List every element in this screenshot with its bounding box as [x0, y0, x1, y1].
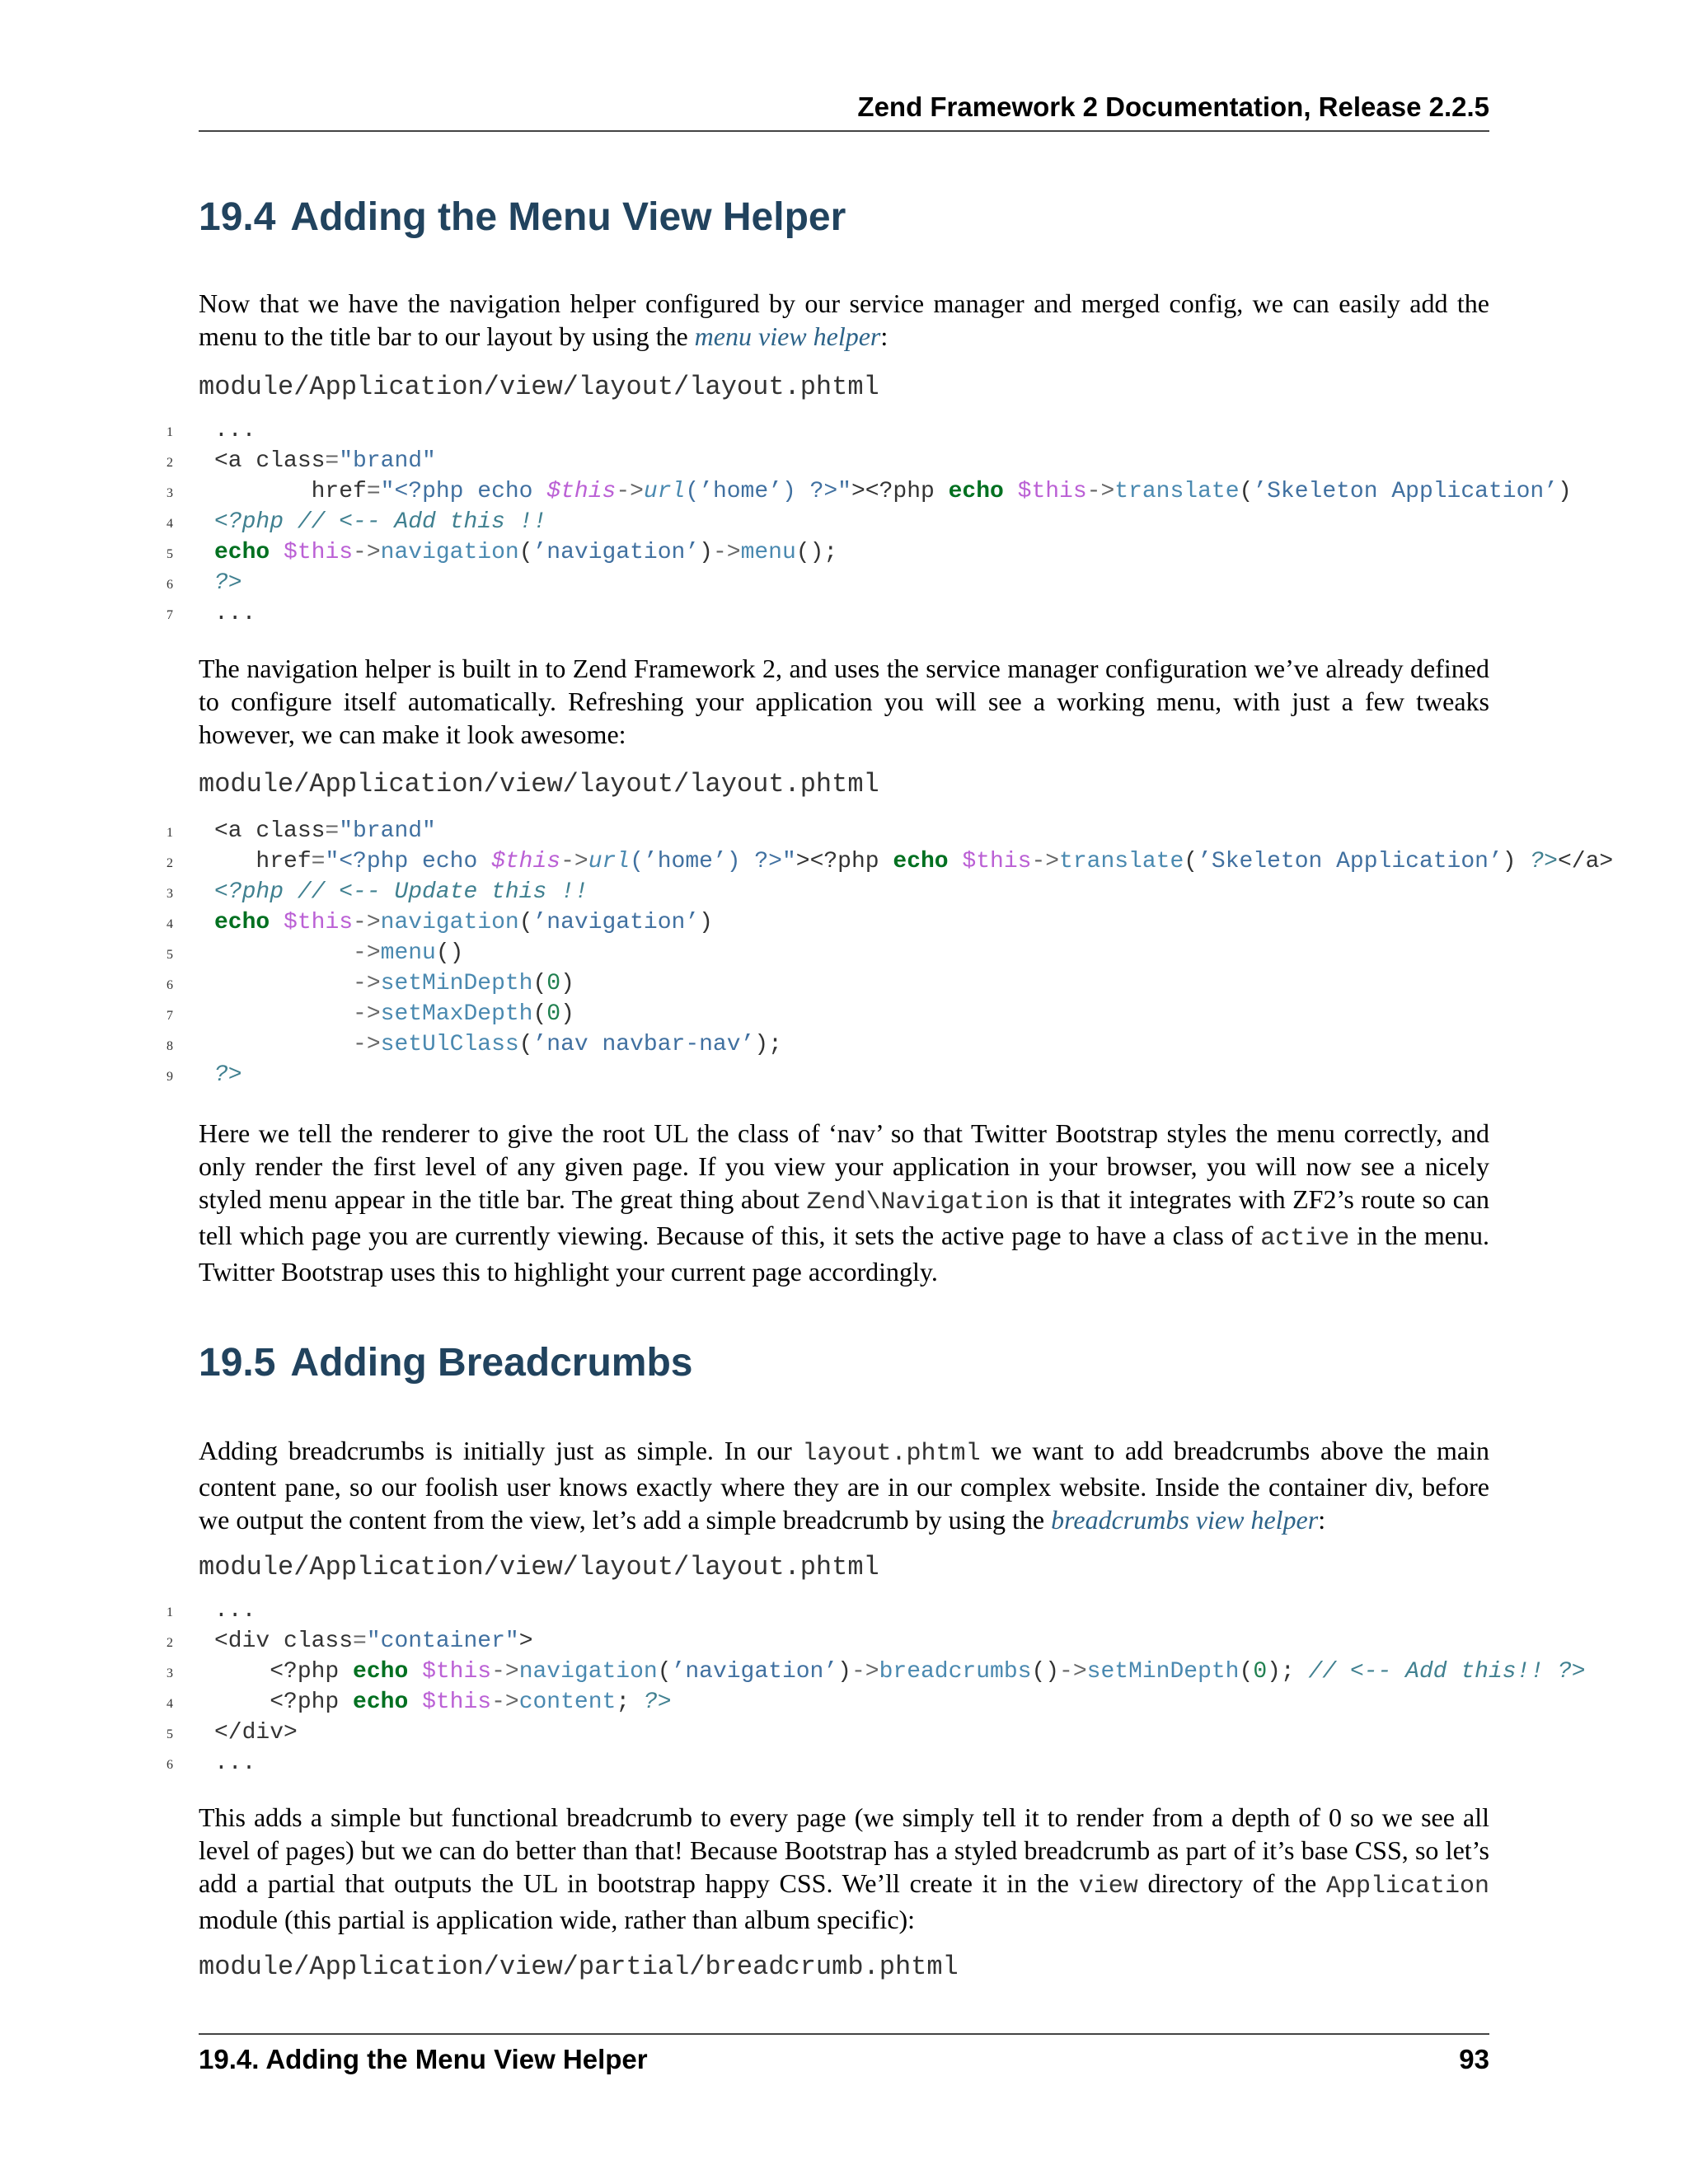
code-line	[148, 1626, 1688, 1657]
paragraph-text: Here we tell the renderer to give the root UL the class of ‘nav’ so that Twitter Bootstrap styles the menu correctly, and only render the first level of any given page. If you view your application in your browser, you will now see a nicely styled menu appear in the title bar. The great thing about	[199, 1118, 1489, 1214]
code-token: <?php	[214, 1690, 354, 1715]
code-token: ’navigation’	[532, 540, 700, 565]
code-token: <?php // <-- Update this !!	[214, 879, 588, 905]
code-token: $this	[422, 1659, 492, 1685]
paragraph-text: directory of the	[1137, 1868, 1326, 1898]
code-token: ->	[353, 971, 381, 996]
paragraph-renderer-explanation	[199, 1117, 1489, 1288]
code-token: $this	[1017, 479, 1087, 504]
code-token: "brand"	[339, 448, 436, 474]
line-number: 2	[166, 1636, 173, 1650]
breadcrumbs-view-helper-link[interactable]: breadcrumbs view helper	[1051, 1505, 1319, 1535]
line-number: 2	[166, 456, 173, 470]
code-token: ’Skeleton Application’	[1253, 479, 1558, 504]
code-token: 0	[546, 971, 561, 996]
code-token: )	[560, 1001, 574, 1027]
code-token: ();	[795, 540, 838, 565]
code-caption: module/Application/view/layout/layout.phtml	[199, 372, 879, 402]
code-token: ()	[1031, 1659, 1060, 1685]
paragraph-text: This adds a simple but functional breadcrumb to every page (we simply tell it to render from a depth of 0 so we see all level of pages) but we can do better than that! Because Bootstrap has a styled breadcrumb as part of it’s base CSS, so let’s add a partial that outputs the UL in bootstrap happy CSS. We’ll create it in the	[199, 1802, 1489, 1898]
code-token: (	[532, 1001, 547, 1027]
code-token: >	[518, 1629, 533, 1654]
code-token: ...	[214, 601, 256, 626]
code-token: "<?php echo	[380, 479, 547, 504]
code-token	[214, 940, 353, 966]
code-token: setMinDepth	[380, 971, 533, 996]
code-token: =	[325, 818, 340, 844]
line-number: 4	[166, 917, 173, 931]
code-token: ->	[712, 540, 741, 565]
line-number: 5	[166, 948, 173, 962]
footer-section-title: 19.4. Adding the Menu View Helper	[199, 2044, 648, 2074]
line-number: 3	[166, 1666, 173, 1680]
code-token: <div class	[214, 1629, 354, 1654]
code-token: echo	[214, 540, 270, 565]
code-token: "brand"	[339, 818, 436, 844]
code-token: href	[214, 849, 312, 874]
code-token: ->	[353, 940, 381, 966]
code-token: ->	[560, 849, 588, 874]
section-heading-19-4	[199, 194, 846, 241]
code-token: ’nav navbar-nav’	[532, 1032, 755, 1057]
code-token: url	[643, 479, 686, 504]
code-token: ><?php	[851, 479, 949, 504]
code-token: <a class	[214, 818, 326, 844]
code-line	[148, 415, 1688, 446]
code-token	[408, 1659, 422, 1685]
code-token	[949, 849, 963, 874]
code-token: ->	[1059, 1659, 1087, 1685]
code-token: 0	[546, 1001, 561, 1027]
code-token: echo	[214, 910, 270, 935]
running-header: Zend Framework 2 Documentation, Release 2.2.5	[199, 91, 1489, 132]
code-text	[214, 415, 256, 446]
section-heading-19-5	[199, 1340, 692, 1386]
code-token	[214, 1032, 353, 1057]
code-token: setMaxDepth	[380, 1001, 533, 1027]
code-token: =	[311, 849, 326, 874]
code-token: (	[1184, 849, 1198, 874]
paragraph-text: is that it integrates with ZF2’s route so can tell which page you are currently viewing. Because of this, it sets the active page to have a class of	[199, 1184, 1489, 1250]
code-text	[214, 1748, 256, 1779]
code-token: (	[1239, 479, 1254, 504]
code-token: 0	[1253, 1659, 1268, 1685]
code-token: (	[532, 971, 547, 996]
code-token: ’navigation’	[532, 910, 700, 935]
line-number: 5	[166, 1727, 173, 1741]
line-number: 3	[166, 486, 173, 500]
line-number: 6	[166, 1758, 173, 1772]
code-text	[214, 1596, 256, 1626]
code-token: "<?php echo	[325, 849, 492, 874]
code-text	[214, 568, 242, 598]
code-token: =	[325, 448, 340, 474]
section-number: 19.4	[199, 195, 276, 239]
code-text	[214, 1029, 782, 1060]
code-token: ?>	[643, 1690, 672, 1715]
code-text	[214, 537, 837, 568]
code-line	[148, 877, 1688, 907]
code-token: ...	[214, 418, 256, 443]
code-line	[148, 999, 1688, 1029]
code-text	[214, 1687, 672, 1718]
code-token: echo	[353, 1659, 409, 1685]
code-line	[148, 537, 1688, 568]
code-token: ->	[491, 1690, 519, 1715]
line-number: 3	[166, 887, 173, 901]
code-token: ;	[616, 1690, 644, 1715]
paragraph-text: module (this partial is application wide, rather than album specific):	[199, 1905, 916, 1934]
line-number: 1	[166, 1605, 173, 1619]
section-number: 19.5	[199, 1341, 276, 1385]
menu-view-helper-link[interactable]: menu view helper	[694, 321, 881, 351]
code-token: ->	[353, 910, 381, 935]
code-token: =	[366, 479, 381, 504]
paragraph-text: :	[1318, 1505, 1326, 1535]
code-token: $this	[284, 910, 354, 935]
line-number: 6	[166, 578, 173, 592]
code-token: <?php	[214, 1659, 354, 1685]
code-line	[148, 568, 1688, 598]
code-token: $this	[491, 849, 561, 874]
paragraph-breadcrumbs-intro	[199, 1434, 1489, 1536]
code-token: menu	[740, 540, 796, 565]
code-line	[148, 1687, 1688, 1718]
code-token: breadcrumbs	[879, 1659, 1032, 1685]
inline-code: Application	[1325, 1872, 1490, 1900]
inline-code: layout.phtml	[802, 1440, 981, 1468]
code-token: );	[1267, 1659, 1309, 1685]
section-title: Adding Breadcrumbs	[290, 1341, 693, 1385]
code-token: )	[560, 971, 574, 996]
code-token: "container"	[366, 1629, 519, 1654]
code-text	[214, 968, 574, 999]
line-number: 1	[166, 425, 173, 439]
line-number: 6	[166, 978, 173, 992]
code-token: navigation	[380, 540, 519, 565]
code-token: setUlClass	[380, 1032, 519, 1057]
code-token: $this	[284, 540, 354, 565]
line-number: 4	[166, 517, 173, 531]
code-token	[1004, 479, 1018, 504]
code-token: setMinDepth	[1086, 1659, 1240, 1685]
code-token: (’home’) ?>"	[685, 479, 851, 504]
code-token: (’home’) ?>"	[630, 849, 796, 874]
code-token: )	[1557, 479, 1572, 504]
paragraph-intro-menu	[199, 287, 1489, 353]
line-number: 4	[166, 1697, 173, 1711]
code-line	[148, 476, 1688, 507]
code-token: )	[699, 540, 713, 565]
code-text	[214, 846, 1613, 877]
line-number: 8	[166, 1039, 173, 1053]
code-token: ><?php	[795, 849, 893, 874]
line-number: 2	[166, 856, 173, 870]
code-token: ->	[616, 479, 644, 504]
code-token: (	[518, 910, 533, 935]
page-footer	[199, 2033, 1489, 2076]
line-number: 7	[166, 1009, 173, 1023]
code-token: </a>	[1557, 849, 1614, 874]
inline-code: Zend\Navigation	[806, 1188, 1029, 1216]
code-line	[148, 846, 1688, 877]
code-token: // <-- Add this!! ?>	[1308, 1659, 1586, 1685]
code-token: echo	[948, 479, 1004, 504]
code-block-breadcrumbs	[148, 1596, 1688, 1779]
code-token: ...	[214, 1750, 256, 1776]
code-token: $this	[546, 479, 617, 504]
code-token: );	[754, 1032, 782, 1057]
code-text	[214, 507, 546, 537]
code-text	[214, 1657, 1586, 1687]
code-token: ->	[353, 1032, 381, 1057]
code-text	[214, 598, 256, 629]
code-token: ’Skeleton Application’	[1198, 849, 1503, 874]
code-line	[148, 1657, 1688, 1687]
page-number: 93	[1459, 2044, 1489, 2074]
code-line	[148, 1718, 1688, 1748]
code-line	[148, 968, 1688, 999]
code-text	[214, 1718, 298, 1748]
code-text	[214, 476, 1572, 507]
code-token	[270, 540, 284, 565]
code-token: navigation	[380, 910, 519, 935]
code-token	[214, 971, 353, 996]
paragraph-text: Now that we have the navigation helper configured by our service manager and merged config, we can easily add the menu to the title bar to our layout by using the	[199, 288, 1489, 351]
code-line	[148, 1596, 1688, 1626]
code-line	[148, 507, 1688, 537]
code-line	[148, 446, 1688, 476]
code-token: url	[588, 849, 631, 874]
code-token: )	[1502, 849, 1531, 874]
code-token: )	[699, 910, 713, 935]
code-token: ?>	[1530, 849, 1558, 874]
code-text	[214, 999, 574, 1029]
code-block-menu-update	[148, 816, 1688, 1090]
code-token: ->	[1031, 849, 1060, 874]
code-token: $this	[422, 1690, 492, 1715]
code-token: (	[657, 1659, 672, 1685]
code-token: (	[518, 1032, 533, 1057]
code-line	[148, 1060, 1688, 1090]
code-token: $this	[962, 849, 1032, 874]
code-token: navigation	[518, 1659, 658, 1685]
code-line	[148, 907, 1688, 938]
paragraph-text: :	[880, 321, 889, 351]
code-line	[148, 816, 1688, 846]
code-token: content	[518, 1690, 617, 1715]
code-token: ...	[214, 1598, 256, 1624]
code-line	[148, 1029, 1688, 1060]
code-line	[148, 1748, 1688, 1779]
code-token: translate	[1059, 849, 1184, 874]
code-token: <?php // <-- Add this !!	[214, 509, 547, 535]
code-token: ->	[353, 1001, 381, 1027]
code-token: ’navigation’	[671, 1659, 838, 1685]
code-caption: module/Application/view/partial/breadcrumb.phtml	[199, 1952, 959, 1982]
paragraph-navigation-helper: The navigation helper is built in to Zend Framework 2, and uses the service manager configuration we’ve already defined to configure itself automatically. Refreshing your application you will see a working menu, with just a few tweaks however, we can make it look awesome:	[199, 654, 1489, 749]
code-token: ->	[491, 1659, 519, 1685]
code-text	[214, 816, 436, 846]
code-text	[214, 877, 588, 907]
code-token: translate	[1114, 479, 1240, 504]
code-line	[148, 598, 1688, 629]
code-token: </div>	[214, 1720, 298, 1746]
inline-code: view	[1078, 1872, 1138, 1900]
code-block-menu-add	[148, 415, 1688, 629]
code-token: ?>	[214, 1062, 242, 1088]
code-token: ->	[851, 1659, 879, 1685]
code-token: ->	[1086, 479, 1115, 504]
code-token: ?>	[214, 570, 242, 596]
line-number: 9	[166, 1070, 173, 1084]
code-caption: module/Application/view/layout/layout.phtml	[199, 1552, 879, 1582]
code-token: echo	[893, 849, 949, 874]
code-token	[214, 1001, 353, 1027]
code-text	[214, 1626, 533, 1657]
code-caption: module/Application/view/layout/layout.phtml	[199, 769, 879, 799]
code-text	[214, 907, 713, 938]
code-token: )	[837, 1659, 851, 1685]
section-title: Adding the Menu View Helper	[290, 195, 846, 239]
code-text	[214, 1060, 242, 1090]
paragraph-breadcrumbs-partial	[199, 1801, 1489, 1936]
line-number: 7	[166, 608, 173, 622]
code-token: ->	[353, 540, 381, 565]
code-token: echo	[353, 1690, 409, 1715]
code-text	[214, 938, 463, 968]
paragraph-text: we want to add breadcrumbs above the main content pane, so our foolish user knows exactly where they are in our complex website. Inside the container div, before we output the content from the view, let’s add a simple breadcrumb by using the	[199, 1436, 1490, 1535]
code-token: ()	[435, 940, 464, 966]
code-token: (	[518, 540, 533, 565]
code-token	[408, 1690, 422, 1715]
line-number: 5	[166, 547, 173, 561]
paragraph-text: Adding breadcrumbs is initially just as simple. In our	[199, 1436, 803, 1465]
code-text	[214, 446, 436, 476]
paragraph-text: in the menu. Twitter Bootstrap uses this to highlight your current page accordingly.	[199, 1221, 1490, 1286]
inline-code: active	[1260, 1225, 1350, 1253]
line-number: 1	[166, 826, 173, 840]
code-token: menu	[380, 940, 436, 966]
code-token: <a class	[214, 448, 326, 474]
code-token: href	[214, 479, 367, 504]
code-token: (	[1239, 1659, 1254, 1685]
code-token: =	[353, 1629, 367, 1654]
code-token	[270, 910, 284, 935]
code-line	[148, 938, 1688, 968]
